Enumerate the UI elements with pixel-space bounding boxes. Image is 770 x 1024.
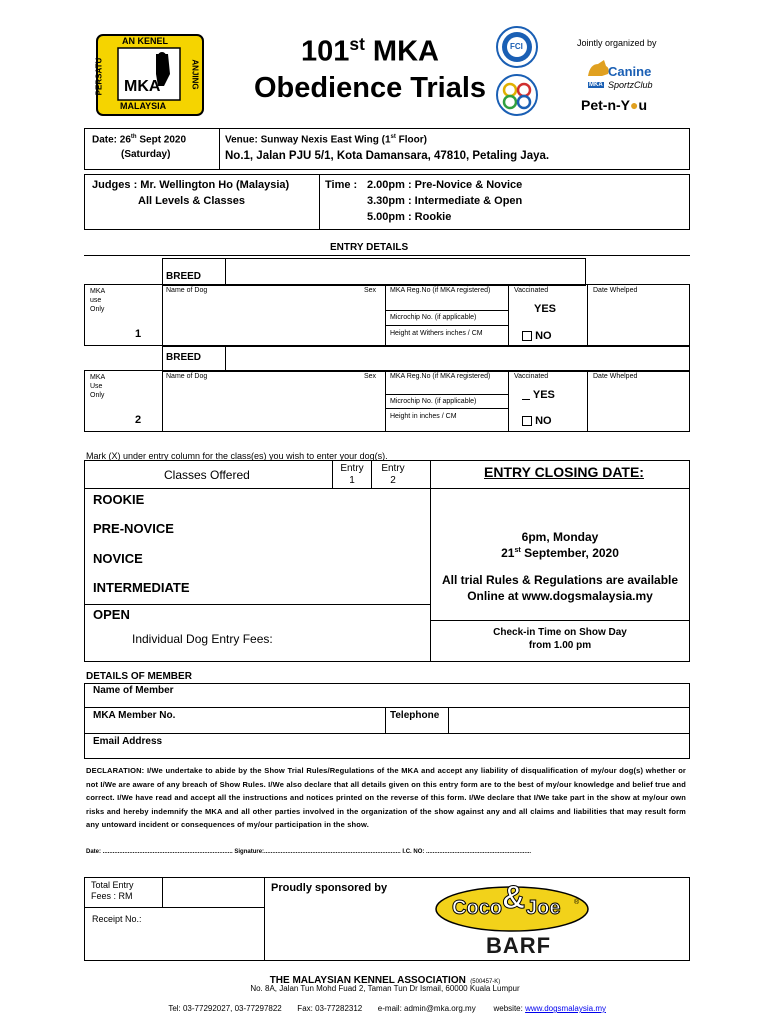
sportz-text: SportzClub	[608, 80, 653, 90]
closing-date-sup: st	[514, 545, 521, 554]
total-entry-line1: Total Entry	[91, 880, 134, 890]
time-slot-1: 2.00pm : Pre-Novice & Novice	[367, 179, 523, 191]
vaccinated-label-2: Vaccinated	[514, 373, 549, 380]
member-name-label[interactable]: Name of Member	[93, 685, 174, 696]
event-venue	[225, 134, 427, 145]
venue-sup: st	[390, 134, 396, 140]
logo-text-center: MKA	[124, 78, 161, 95]
venue-label: Venue: Sunway Nexis East Wing (1	[225, 134, 391, 146]
date-sup: th	[130, 134, 137, 140]
joe-text: Joe	[526, 897, 561, 919]
time-label: Time :	[325, 179, 358, 191]
vaccinated-yes-1[interactable]	[534, 303, 556, 315]
logo-text-top: AN KENEL	[122, 36, 169, 46]
member-heading: DETAILS OF MEMBER	[86, 671, 192, 682]
checkin-line-2: from 1.00 pm	[528, 640, 592, 651]
classes-offered-label: Classes Offered	[164, 468, 250, 482]
closing-date-rest: September, 2020	[520, 546, 619, 560]
height-label-1: Height at Withers inches / CM	[390, 330, 483, 337]
date-rest: Sept 2020	[136, 134, 187, 146]
judges-line1: Judges : Mr. Wellington Ho (Malaysia)	[92, 179, 290, 191]
entry-fees-label: Individual Dog Entry Fees:	[132, 632, 273, 646]
logo-text-right: ANJING	[190, 59, 200, 90]
telephone-label[interactable]: Telephone	[390, 710, 440, 721]
vaccinated-label-1: Vaccinated	[514, 287, 549, 294]
date-whelped-label-2: Date Whelped	[593, 373, 638, 380]
class-novice[interactable]: NOVICE	[93, 551, 143, 566]
page-title	[240, 26, 500, 106]
total-entry-line2: Fees : RM	[91, 891, 133, 901]
entry-col-2-num: 2	[390, 475, 396, 486]
rules-line-2: Online at www.dogsmalaysia.my	[467, 589, 653, 603]
closing-date	[430, 545, 690, 560]
mka-use-2a: MKA	[90, 374, 106, 381]
petnyou-paw-icon: ●	[630, 97, 639, 113]
sex-label-1: Sex	[364, 287, 377, 294]
petnyou-end: u	[638, 97, 648, 113]
breed-field-2[interactable]	[162, 346, 690, 372]
member-table	[84, 683, 690, 759]
mka-small: MKA	[589, 82, 603, 88]
coco-text: Coco	[452, 897, 502, 919]
time-slot-3: 5.00pm : Rookie	[367, 211, 452, 223]
footer-address: No. 8A, Jalan Tun Mohd Fuad 2, Taman Tun Dr Ismail, 60000 Kuala Lumpur	[250, 984, 520, 993]
sponsored-label: Proudly sponsored by	[271, 882, 388, 894]
rules-line-1: All trial Rules & Regulations are available	[441, 573, 679, 587]
entry-col-1-num: 1	[349, 475, 355, 486]
title-line2: Obedience Trials	[253, 71, 487, 104]
vaccinated-no-2[interactable]	[522, 415, 552, 427]
receipt-label: Receipt No.:	[92, 914, 142, 924]
name-of-dog-label-1: Name of Dog	[166, 287, 208, 294]
petnyou-logo	[581, 97, 647, 113]
class-open[interactable]: OPEN	[93, 607, 130, 622]
canine-text: Canine	[608, 64, 652, 79]
reg-no-label-1: MKA Reg.No (if MKA registered)	[390, 287, 491, 294]
mka-use-only-1	[90, 287, 105, 314]
reg-mark: ®	[574, 899, 580, 906]
class-intermediate[interactable]: INTERMEDIATE	[93, 580, 190, 595]
venue-rest: Floor)	[395, 134, 427, 146]
email-label[interactable]: Email Address	[93, 736, 163, 747]
no-label-1: NO	[535, 330, 552, 342]
breed-label-2: BREED	[166, 352, 202, 363]
microchip-label-1: Microchip No. (if applicable)	[390, 314, 477, 321]
logo-text-left: PERSATU	[94, 57, 104, 96]
footer-org-reg: (500457-K)	[470, 979, 501, 985]
reg-no-label-2: MKA Reg.No (if MKA registered)	[390, 373, 491, 380]
declaration-text: DECLARATION: I/We undertake to abide by the Show Trial Rules/Regulations of the MKA and accept any liability of disqualification of my/our dog(s) whether or not I/We are aware of any breach of Show Rules. I/We also declare that all details given on this entry form are to the best of my/our knowledge and belief true and correct. I/We have read and accept all the instructions and notices printed on the reverse of this form. I/We declare that I/We take part in the show at my/our own risks and hereby indemnify the MKA and all other parties involved in the organization of the show against any and all claims and liabilities that may result form any untoward incident or consequences of my/our participation in the show.	[86, 766, 686, 829]
event-date	[92, 134, 186, 145]
closing-time: 6pm, Monday	[521, 530, 599, 544]
title-suffix: MKA	[364, 35, 439, 68]
footer-website-link[interactable]: www.dogsmalaysia.my	[525, 1004, 606, 1013]
time-slot-2: 3.30pm : Intermediate & Open	[367, 195, 523, 207]
mka-use-1a: MKA	[90, 288, 106, 295]
mka-use-1c: Only	[90, 306, 105, 313]
microchip-label-2: Microchip No. (if applicable)	[390, 398, 477, 405]
entry-col-1-label: Entry	[340, 463, 364, 474]
closing-date-pre: 21	[501, 546, 515, 560]
total-entry-label	[91, 880, 134, 902]
yes-label-1: YES	[534, 303, 557, 315]
event-address: No.1, Jalan PJU 5/1, Kota Damansara, 47810, Petaling Jaya.	[225, 150, 550, 162]
yes-label-2: YES	[532, 389, 555, 401]
petnyou-text: Pet-n-Y	[581, 97, 630, 113]
member-no-label[interactable]: MKA Member No.	[93, 710, 176, 721]
fci-label: FCI	[510, 42, 523, 51]
canine-sportz-logo	[584, 58, 664, 92]
dog-number-1: 1	[135, 328, 142, 340]
footer-contact	[0, 995, 770, 1013]
class-instruction: Mark (X) under entry column for the class(es) you wish to enter your dog(s).	[86, 451, 388, 461]
no-checkbox-2[interactable]	[522, 416, 532, 426]
footer-contact-text: Tel: 03-77292027, 03-77297822 Fax: 03-77282312 e-mail: admin@mka.org.my website:	[168, 1004, 526, 1013]
amp-text: &	[502, 879, 526, 915]
closing-title: ENTRY CLOSING DATE:	[484, 464, 644, 480]
logo-text-bottom: MALAYSIA	[120, 101, 167, 111]
barf-text: BARF	[486, 933, 552, 958]
entry-col-2-label: Entry	[381, 463, 405, 474]
name-of-dog-label-2: Name of Dog	[166, 373, 208, 380]
no-label-2: NO	[535, 415, 552, 427]
entry-col-1	[333, 463, 371, 487]
dog-number-2: 2	[135, 414, 142, 426]
judges-line2: All Levels & Classes	[138, 195, 246, 207]
vaccinated-no-1[interactable]	[522, 330, 552, 342]
footer-org-name: THE MALAYSIAN KENNEL ASSOCIATION	[269, 975, 466, 986]
signature-line[interactable]: Date: .............................................................................. Signature:.................................................................................. I.C. NO: ...............................................................	[86, 849, 532, 855]
date-label: Date: 26	[92, 134, 131, 146]
mka-use-1b: use	[90, 297, 102, 304]
coco-joe-logo	[434, 881, 590, 961]
checkin-line-1: Check-in Time on Show Day	[493, 627, 627, 638]
mka-use-only-2	[90, 373, 105, 400]
no-checkbox-1[interactable]	[522, 331, 532, 341]
mka-rings-logo	[496, 74, 538, 121]
yes-checkbox-2[interactable]	[522, 391, 530, 400]
entry-heading: ENTRY DETAILS	[330, 242, 409, 253]
class-rookie[interactable]: ROOKIE	[93, 492, 145, 507]
jointly-organized: Jointly organized by	[577, 38, 657, 48]
fci-logo	[496, 26, 538, 73]
title-sup: st	[349, 34, 365, 54]
mka-use-2b: Use	[90, 383, 103, 390]
mka-logo	[96, 34, 204, 116]
height-label-2: Height in inches / CM	[390, 413, 457, 420]
breed-label-1: BREED	[166, 271, 202, 282]
class-pre-novice[interactable]: PRE-NOVICE	[93, 521, 174, 536]
event-day: (Saturday)	[121, 149, 171, 160]
entry-col-2	[373, 463, 413, 487]
mka-use-2c: Only	[90, 392, 105, 399]
title-number: 101	[301, 35, 350, 68]
date-whelped-label-1: Date Whelped	[593, 287, 638, 294]
sex-label-2: Sex	[364, 373, 377, 380]
vaccinated-yes-2[interactable]	[522, 389, 555, 401]
